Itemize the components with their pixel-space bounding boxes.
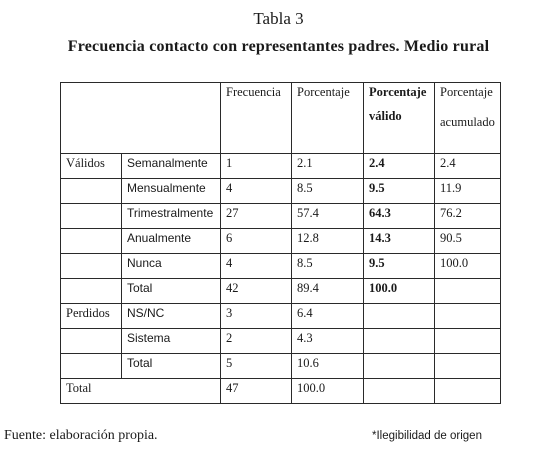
table-row bbox=[61, 154, 501, 179]
row-label: NS/NC bbox=[122, 304, 221, 329]
cell-frecuencia: 1 bbox=[221, 154, 292, 179]
group-empty-cell bbox=[61, 329, 122, 354]
cell-frecuencia: 47 bbox=[221, 379, 292, 404]
cell-porcentaje: 100.0 bbox=[292, 379, 364, 404]
cell-porcentaje-acumulado bbox=[435, 354, 501, 379]
table-row bbox=[61, 229, 501, 254]
cell-porcentaje: 10.6 bbox=[292, 354, 364, 379]
group-empty-cell bbox=[61, 254, 122, 279]
cell-porcentaje: 12.8 bbox=[292, 229, 364, 254]
row-label: Total bbox=[61, 379, 221, 404]
cell-porcentaje-valido: 2.4 bbox=[364, 154, 435, 179]
cell-porcentaje-valido bbox=[364, 379, 435, 404]
row-label: Semanalmente bbox=[122, 154, 221, 179]
cell-porcentaje: 4.3 bbox=[292, 329, 364, 354]
cell-frecuencia: 4 bbox=[221, 179, 292, 204]
group-empty-cell bbox=[61, 279, 122, 304]
group-empty-cell bbox=[61, 204, 122, 229]
cell-porcentaje-valido: 14.3 bbox=[364, 229, 435, 254]
cell-porcentaje-valido: 9.5 bbox=[364, 254, 435, 279]
table-title: Frecuencia contacto con representantes padres. Medio rural bbox=[67, 38, 490, 55]
cell-porcentaje-acumulado: 11.9 bbox=[435, 179, 501, 204]
group-empty-cell bbox=[61, 179, 122, 204]
cell-porcentaje-valido: 100.0 bbox=[364, 279, 435, 304]
group-label-validos: Válidos bbox=[61, 154, 122, 179]
cell-porcentaje: 8.5 bbox=[292, 179, 364, 204]
header-empty-cell bbox=[61, 83, 221, 154]
cell-frecuencia: 5 bbox=[221, 354, 292, 379]
cell-porcentaje-valido bbox=[364, 354, 435, 379]
header-porcentaje-valido-line1: Porcentaje bbox=[369, 85, 427, 99]
row-label: Trimestralmente bbox=[122, 204, 221, 229]
cell-porcentaje-valido bbox=[364, 304, 435, 329]
cell-porcentaje: 2.1 bbox=[292, 154, 364, 179]
cell-porcentaje-acumulado bbox=[435, 379, 501, 404]
cell-porcentaje: 8.5 bbox=[292, 254, 364, 279]
legibility-note: *Ilegibilidad de origen bbox=[372, 430, 482, 442]
cell-porcentaje-acumulado: 100.0 bbox=[435, 254, 501, 279]
cell-porcentaje: 6.4 bbox=[292, 304, 364, 329]
cell-frecuencia: 6 bbox=[221, 229, 292, 254]
header-porcentaje: Porcentaje bbox=[292, 83, 364, 154]
table-row bbox=[61, 254, 501, 279]
row-label: Nunca bbox=[122, 254, 221, 279]
frequency-table bbox=[60, 82, 501, 404]
cell-porcentaje-acumulado bbox=[435, 279, 501, 304]
cell-frecuencia: 3 bbox=[221, 304, 292, 329]
cell-frecuencia: 2 bbox=[221, 329, 292, 354]
cell-porcentaje-acumulado: 2.4 bbox=[435, 154, 501, 179]
cell-porcentaje-acumulado: 90.5 bbox=[435, 229, 501, 254]
cell-porcentaje-valido: 9.5 bbox=[364, 179, 435, 204]
header-porcentaje-valido bbox=[364, 83, 435, 154]
header-porcentaje-acumulado-line2: acumulado bbox=[440, 115, 495, 129]
source-footer: Fuente: elaboración propia. bbox=[4, 428, 158, 443]
cell-porcentaje-acumulado: 76.2 bbox=[435, 204, 501, 229]
table-row bbox=[61, 329, 501, 354]
cell-porcentaje-acumulado bbox=[435, 304, 501, 329]
row-label: Mensualmente bbox=[122, 179, 221, 204]
row-label: Total bbox=[122, 354, 221, 379]
cell-porcentaje-valido: 64.3 bbox=[364, 204, 435, 229]
cell-frecuencia: 27 bbox=[221, 204, 292, 229]
group-empty-cell bbox=[61, 354, 122, 379]
header-porcentaje-valido-line2: válido bbox=[369, 109, 402, 123]
row-label: Anualmente bbox=[122, 229, 221, 254]
row-label: Sistema bbox=[122, 329, 221, 354]
table-row bbox=[61, 304, 501, 329]
table-row bbox=[61, 179, 501, 204]
cell-porcentaje: 57.4 bbox=[292, 204, 364, 229]
group-label-perdidos: Perdidos bbox=[61, 304, 122, 329]
header-row bbox=[61, 83, 501, 154]
cell-porcentaje-valido bbox=[364, 329, 435, 354]
cell-porcentaje: 89.4 bbox=[292, 279, 364, 304]
cell-porcentaje-acumulado bbox=[435, 329, 501, 354]
cell-frecuencia: 4 bbox=[221, 254, 292, 279]
header-porcentaje-acumulado bbox=[435, 83, 501, 154]
row-label: Total bbox=[122, 279, 221, 304]
header-frecuencia: Frecuencia bbox=[221, 83, 292, 154]
table-row-grand-total bbox=[61, 379, 501, 404]
header-porcentaje-acumulado-line1: Porcentaje bbox=[440, 85, 493, 99]
table-caption: Tabla 3 bbox=[253, 9, 304, 28]
cell-frecuencia: 42 bbox=[221, 279, 292, 304]
group-empty-cell bbox=[61, 229, 122, 254]
table-row bbox=[61, 354, 501, 379]
table-row bbox=[61, 204, 501, 229]
table-row bbox=[61, 279, 501, 304]
